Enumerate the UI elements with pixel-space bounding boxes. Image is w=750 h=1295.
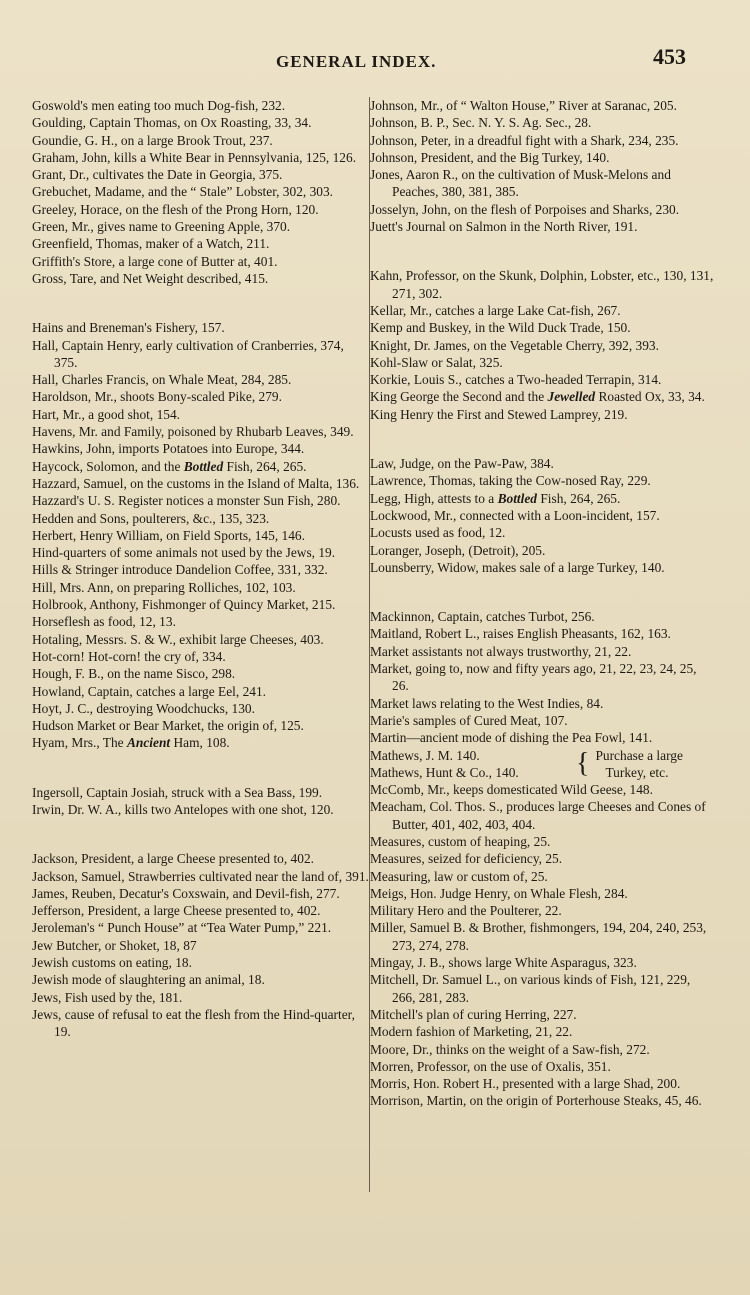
index-entry: Miller, Samuel B. & Brother, fishmongers, 194, 204, 240, 253, 273, 274, 278. <box>370 920 707 953</box>
index-entry: Mitchell's plan of curing Herring, 227. <box>370 1006 577 1022</box>
index-entry: Mitchell, Dr. Samuel L., on various kinds of Fish, 121, 229, 266, 281, 283. <box>370 972 691 1005</box>
index-entry: Hills & Stringer introduce Dandelion Coffee, 331, 332. <box>32 562 328 578</box>
entry-group-h2 <box>32 475 370 734</box>
index-entry: Legg, High, attests to a Bottled Fish, 264, 265. <box>370 490 621 506</box>
index-entry: Meacham, Col. Thos. S., produces large Cheeses and Cones of Butter, 401, 402, 403, 404. <box>370 799 706 832</box>
index-entry: Green, Mr., gives name to Greening Apple, 370. <box>32 219 291 235</box>
index-entry: Marie's samples of Cured Meat, 107. <box>370 712 568 728</box>
index-entry: Jewish mode of slaughtering an animal, 18. <box>32 972 265 988</box>
index-entry: Hoyt, J. C., destroying Woodchucks, 130. <box>32 700 255 716</box>
index-entry: Grebuchet, Madame, and the “ Stale” Lobster, 302, 303. <box>32 184 334 200</box>
index-entry: Irwin, Dr. W. A., kills two Antelopes with one shot, 120. <box>32 801 334 817</box>
index-entry: King George the Second and the Jewelled Roasted Ox, 33, 34. <box>370 389 705 405</box>
index-entry: Jewish customs on eating, 18. <box>32 955 192 971</box>
index-entry: Morrison, Martin, on the origin of Porterhouse Steaks, 45, 46. <box>370 1093 702 1109</box>
index-entry: Morris, Hon. Robert H., presented with a large Shad, 200. <box>370 1076 681 1092</box>
index-entry: Hart, Mr., a good shot, 154. <box>32 406 181 422</box>
index-entry: Korkie, Louis S., catches a Two-headed Terrapin, 314. <box>370 372 662 388</box>
index-entry: Howland, Captain, catches a large Eel, 241. <box>32 683 267 699</box>
mathews-brace-entry <box>370 747 715 782</box>
brace-note: Turkey, etc. <box>605 764 669 780</box>
index-entry: Johnson, President, and the Big Turkey, 140. <box>370 149 610 165</box>
index-entry: Gross, Tare, and Net Weight described, 415. <box>32 270 269 286</box>
index-entry: James, Reuben, Decatur's Coxswain, and Devil-fish, 277. <box>32 885 340 901</box>
index-entry: Herbert, Henry William, on Field Sports, 145, 146. <box>32 527 305 543</box>
index-entry: Kahn, Professor, on the Skunk, Dolphin, Lobster, etc., 130, 131, 271, 302. <box>370 268 714 301</box>
index-entry: Holbrook, Anthony, Fishmonger of Quincy Market, 215. <box>32 597 336 613</box>
index-entry: Jefferson, President, a large Cheese presented to, 402. <box>32 903 321 919</box>
brace-note: Purchase a large <box>595 747 683 763</box>
index-entry: Hotaling, Messrs. S. & W., exhibit large Cheeses, 403. <box>32 631 324 647</box>
index-entry: Hough, F. B., on the name Sisco, 298. <box>32 666 236 682</box>
index-entry: Jones, Aaron R., on the cultivation of Musk-Melons and Peaches, 380, 381, 385. <box>370 167 671 200</box>
index-entry: Mackinnon, Captain, catches Turbot, 256. <box>370 609 595 625</box>
index-entry: Jeroleman's “ Punch House” at “Tea Water Pump,” 221. <box>32 920 332 936</box>
index-entry: Hazzard's U. S. Register notices a monster Sun Fish, 280. <box>32 493 341 509</box>
brace-glyph: { <box>576 747 590 779</box>
entry-group-i <box>32 784 370 819</box>
index-entry: Mathews, J. M. 140. <box>370 747 480 763</box>
index-entry: Modern fashion of Marketing, 21, 22. <box>370 1024 573 1040</box>
index-entry: Moore, Dr., thinks on the weight of a Saw-fish, 272. <box>370 1041 650 1057</box>
entry-group-j <box>32 850 370 1040</box>
index-entry: Ingersoll, Captain Josiah, struck with a Sea Bass, 199. <box>32 784 323 800</box>
index-entry: Law, Judge, on the Paw-Paw, 384. <box>370 456 554 472</box>
index-entry: Hawkins, John, imports Potatoes into Europe, 344. <box>32 441 305 457</box>
entry-group-l1 <box>370 455 715 490</box>
index-entry: Hill, Mrs. Ann, on preparing Rolliches, 102, 103. <box>32 579 296 595</box>
group-gap <box>32 287 370 319</box>
index-entry: Jackson, President, a large Cheese presented to, 402. <box>32 851 314 867</box>
index-entry: Goswold's men eating too much Dog-fish, 232. <box>32 98 286 113</box>
index-entry: Morren, Professor, on the use of Oxalis, 351. <box>370 1058 611 1074</box>
group-gap <box>370 576 715 608</box>
index-entry: Hazzard, Samuel, on the customs in the Island of Malta, 136. <box>32 475 360 491</box>
entry-group-m2 <box>370 781 715 1110</box>
index-entry: Measures, custom of heaping, 25. <box>370 833 551 849</box>
entry-group-m1 <box>370 608 715 746</box>
index-entry: Haycock, Solomon, and the Bottled Fish, 264, 265. <box>32 458 307 474</box>
index-entry: Kellar, Mr., catches a large Lake Cat-fish, 267. <box>370 302 621 318</box>
index-entry: Measures, seized for deficiency, 25. <box>370 851 563 867</box>
index-entry: Grant, Dr., cultivates the Date in Georgia, 375. <box>32 167 283 183</box>
entry-group-l2 <box>370 507 715 576</box>
index-entry: Johnson, Peter, in a dreadful fight with a Shark, 234, 235. <box>370 132 679 148</box>
index-entry: Havens, Mr. and Family, poisoned by Rhubarb Leaves, 349. <box>32 424 354 440</box>
entry-group-h1 <box>32 319 370 457</box>
index-entry: Market assistants not always trustworthy, 21, 22. <box>370 643 632 659</box>
entry-group-j <box>370 97 715 235</box>
index-entry: Lockwood, Mr., connected with a Loon-incident, 157. <box>370 507 660 523</box>
index-entry: Locusts used as food, 12. <box>370 525 506 541</box>
index-entry: Measuring, law or custom of, 25. <box>370 868 548 884</box>
page-header <box>0 44 750 74</box>
index-entry: Greeley, Horace, on the flesh of the Prong Horn, 120. <box>32 201 319 217</box>
index-entry: Jews, cause of refusal to eat the flesh from the Hind-quarter, 19. <box>32 1006 355 1040</box>
index-entry: Martin—ancient mode of dishing the Pea Fowl, 141. <box>370 730 653 746</box>
index-entry: Jew Butcher, or Shoket, 18, 87 <box>32 937 197 953</box>
index-entry: Lawrence, Thomas, taking the Cow-nosed Ray, 229. <box>370 473 651 489</box>
index-entry: Goulding, Captain Thomas, on Ox Roasting, 33, 34. <box>32 115 312 131</box>
index-entry: Horseflesh as food, 12, 13. <box>32 614 176 630</box>
index-entry: Mingay, J. B., shows large White Asparagus, 323. <box>370 955 637 971</box>
index-entry: Hind-quarters of some animals not used by the Jews, 19. <box>32 545 336 561</box>
page-number: 453 <box>653 44 686 69</box>
index-entry: Hains and Breneman's Fishery, 157. <box>32 320 225 336</box>
index-entry: Josselyn, John, on the flesh of Porpoises and Sharks, 230. <box>370 201 680 217</box>
page-title: GENERAL INDEX. <box>276 52 437 71</box>
index-entry: Hall, Captain Henry, early cultivation of Cranberries, 374, 375. <box>32 337 344 370</box>
group-gap <box>370 423 715 455</box>
index-entry: Mathews, Hunt & Co., 140. <box>370 764 519 780</box>
index-entry: Kemp and Buskey, in the Wild Duck Trade, 150. <box>370 320 631 336</box>
index-entry: King Henry the First and Stewed Lamprey, 219. <box>370 406 628 422</box>
index-column-left <box>32 97 370 1041</box>
index-entry: Loranger, Joseph, (Detroit), 205. <box>370 542 546 558</box>
index-entry: Greenfield, Thomas, maker of a Watch, 211. <box>32 236 270 252</box>
index-entry: Haroldson, Mr., shoots Bony-scaled Pike, 279. <box>32 389 282 405</box>
index-entry: Maitland, Robert L., raises English Pheasants, 162, 163. <box>370 626 671 642</box>
index-entry: Kohl-Slaw or Salat, 325. <box>370 354 503 370</box>
group-gap <box>32 818 370 850</box>
index-entry: McComb, Mr., keeps domesticated Wild Geese, 148. <box>370 782 653 798</box>
index-entry: Jews, Fish used by the, 181. <box>32 989 183 1005</box>
group-gap <box>370 235 715 267</box>
entry-group-g <box>32 97 370 287</box>
index-entry: Johnson, Mr., of “ Walton House,” River at Saranac, 205. <box>370 98 677 113</box>
index-entry: Lounsberry, Widow, makes sale of a large Turkey, 140. <box>370 559 665 575</box>
index-entry: Johnson, B. P., Sec. N. Y. S. Ag. Sec., 28. <box>370 115 592 131</box>
index-entry: Griffith's Store, a large cone of Butter at, 401. <box>32 253 278 269</box>
index-entry: Market laws relating to the West Indies, 84. <box>370 695 604 711</box>
index-entry: Goundie, G. H., on a large Brook Trout, 237. <box>32 132 273 148</box>
index-entry: Hyam, Mrs., The Ancient Ham, 108. <box>32 735 230 751</box>
index-entry: Hudson Market or Bear Market, the origin of, 125. <box>32 718 304 734</box>
index-entry: Meigs, Hon. Judge Henry, on Whale Flesh, 284. <box>370 885 628 901</box>
index-entry: Jackson, Samuel, Strawberries cultivated near the land of, 391. <box>32 868 369 884</box>
index-entry: Military Hero and the Poulterer, 22. <box>370 903 562 919</box>
index-entry: Graham, John, kills a White Bear in Pennsylvania, 125, 126. <box>32 149 357 165</box>
index-entry: Juett's Journal on Salmon in the North River, 191. <box>370 219 638 235</box>
index-entry: Market, going to, now and fifty years ago, 21, 22, 23, 24, 25, 26. <box>370 661 697 694</box>
index-column-right <box>370 97 715 1110</box>
index-entry: Hot-corn! Hot-corn! the cry of, 334. <box>32 648 226 664</box>
group-gap <box>32 752 370 784</box>
index-entry: Knight, Dr. James, on the Vegetable Cherry, 392, 393. <box>370 337 659 353</box>
index-entry: Hedden and Sons, poulterers, &c., 135, 323. <box>32 510 270 526</box>
entry-group-k <box>370 267 715 388</box>
index-entry: Hall, Charles Francis, on Whale Meat, 284, 285. <box>32 372 292 388</box>
